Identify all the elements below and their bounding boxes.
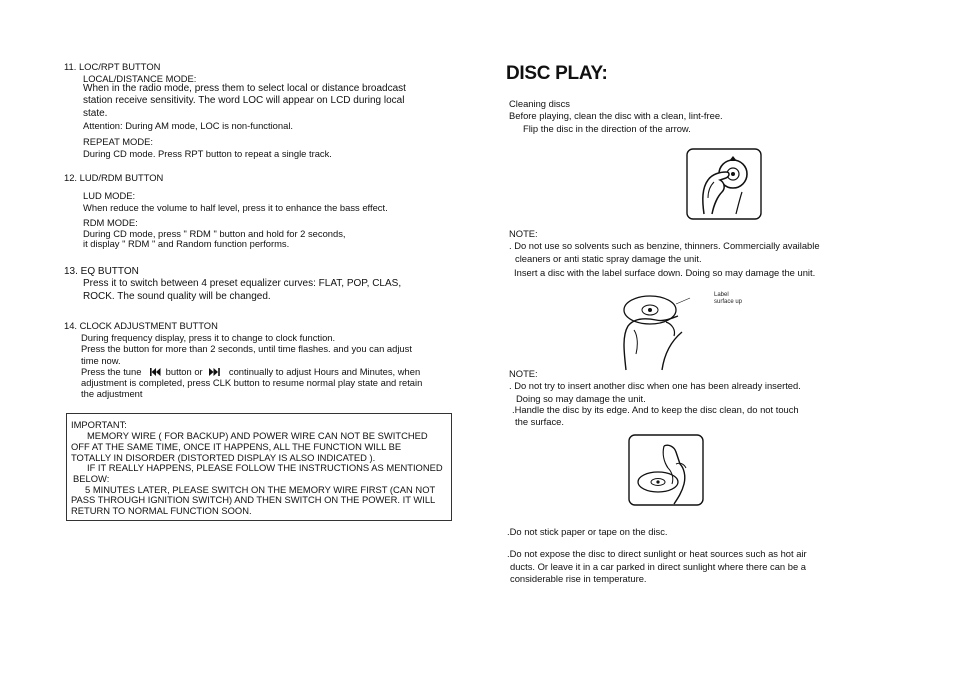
important-text: PASS THROUGH IGNITION SWITCH) AND THEN SWITCH ON THE POWER. IT WILL	[71, 494, 436, 505]
clock-text: button or	[165, 366, 203, 377]
important-text: 5 MINUTES LATER, PLEASE SWITCH ON THE MEMORY WIRE FIRST (CAN NOT	[85, 484, 436, 495]
disc-insert-illustration	[612, 290, 692, 377]
repeat-mode-subheading: REPEAT MODE:	[83, 136, 153, 147]
rdm-mode-text: During CD mode, press " RDM " button and hold for 2 seconds,	[83, 228, 346, 239]
cleaning-text: Before playing, clean the disc with a clean, lint-free.	[509, 110, 723, 121]
repeat-mode-text: During CD mode. Press RPT button to repeat a single track.	[83, 148, 332, 159]
note-text: . Do not use so solvents such as benzine, thinners. Commercially available	[509, 240, 820, 251]
note-text: Insert a disc with the label surface down. Doing so may damage the unit.	[514, 267, 816, 278]
clock-text: the adjustment	[81, 388, 143, 399]
note-text: Doing so may damage the unit.	[516, 393, 646, 404]
important-text: RETURN TO NORMAL FUNCTION SOON.	[71, 505, 252, 516]
section-12-heading: 12. LUD/RDM BUTTON	[64, 172, 164, 183]
eq-text: Press it to switch between 4 preset equalizer curves: FLAT, POP, CLAS,	[83, 278, 402, 289]
clock-text: adjustment is completed, press CLK button to resume normal play state and retain	[81, 377, 423, 388]
local-mode-text: state.	[83, 108, 108, 119]
lud-mode-subheading: LUD MODE:	[83, 190, 136, 201]
note-text: .Handle the disc by its edge. And to keep the disc clean, do not touch	[512, 404, 799, 415]
sunlight-text: ducts. Or leave it in a car parked in direct sunlight where there can be a	[510, 561, 806, 572]
disc-cleaning-illustration	[686, 148, 762, 225]
cleaning-text: Flip the disc in the direction of the arrow.	[523, 123, 691, 134]
sunlight-text: considerable rise in temperature.	[510, 573, 647, 584]
important-text: OFF AT THE SAME TIME, ONCE IT HAPPENS, ALL THE FUNCTION WILL BE	[71, 441, 402, 452]
clock-text: During frequency display, press it to change to clock function.	[81, 332, 336, 343]
cleaning-heading: Cleaning discs	[509, 98, 570, 109]
attention-text: Attention: During AM mode, LOC is non-functional.	[83, 120, 294, 131]
disc-handling-illustration	[628, 434, 704, 511]
rdm-mode-subheading: RDM MODE:	[83, 217, 138, 228]
important-text: TOTALLY IN DISORDER (DISTORTED DISPLAY IS ALSO INDICATED ).	[71, 452, 376, 463]
rdm-mode-text: it display " RDM " and Random function performs.	[83, 238, 290, 249]
section-11-heading: 11. LOC/RPT BUTTON	[64, 61, 161, 72]
clock-text: continually to adjust Hours and Minutes, when	[228, 366, 421, 377]
important-text: BELOW:	[73, 473, 110, 484]
note-text: cleaners or anti static spray damage the unit.	[515, 253, 702, 264]
note-label: NOTE:	[509, 228, 538, 239]
page-title: DISC PLAY:	[506, 63, 608, 84]
note-text: the surface.	[515, 416, 564, 427]
important-text: IF IT REALLY HAPPENS, PLEASE FOLLOW THE INSTRUCTIONS AS MENTIONED	[87, 462, 443, 473]
important-text: MEMORY WIRE ( FOR BACKUP) AND POWER WIRE CAN NOT BE SWITCHED	[87, 430, 428, 441]
label-surface-tag: Label	[714, 292, 729, 298]
clock-text: time now.	[81, 355, 121, 366]
label-surface-tag: surface up	[714, 299, 743, 305]
local-mode-text: When in the radio mode, press them to select local or distance broadcast	[83, 83, 406, 94]
stick-warning: .Do not stick paper or tape on the disc.	[507, 526, 668, 537]
section-14-heading: 14. CLOCK ADJUSTMENT BUTTON	[64, 320, 218, 331]
sunlight-text: .Do not expose the disc to direct sunlight or heat sources such as hot air	[507, 548, 807, 559]
clock-text: Press the tune	[81, 366, 142, 377]
note-text: . Do not try to insert another disc when one has been already inserted.	[509, 380, 801, 391]
important-label: IMPORTANT:	[71, 419, 127, 430]
lud-mode-text: When reduce the volume to half level, press it to enhance the bass effect.	[83, 202, 388, 213]
eq-text: ROCK. The sound quality will be changed.	[83, 291, 271, 302]
local-mode-text: station receive sensitivity. The word LOC will appear on LCD during local	[83, 95, 405, 106]
clock-text: Press the button for more than 2 seconds, until time flashes. and you can adjust	[81, 343, 412, 354]
section-13-heading: 13. EQ BUTTON	[64, 266, 139, 277]
local-mode-subheading: LOCAL/DISTANCE MODE:	[83, 73, 197, 84]
note-label: NOTE:	[509, 368, 538, 379]
